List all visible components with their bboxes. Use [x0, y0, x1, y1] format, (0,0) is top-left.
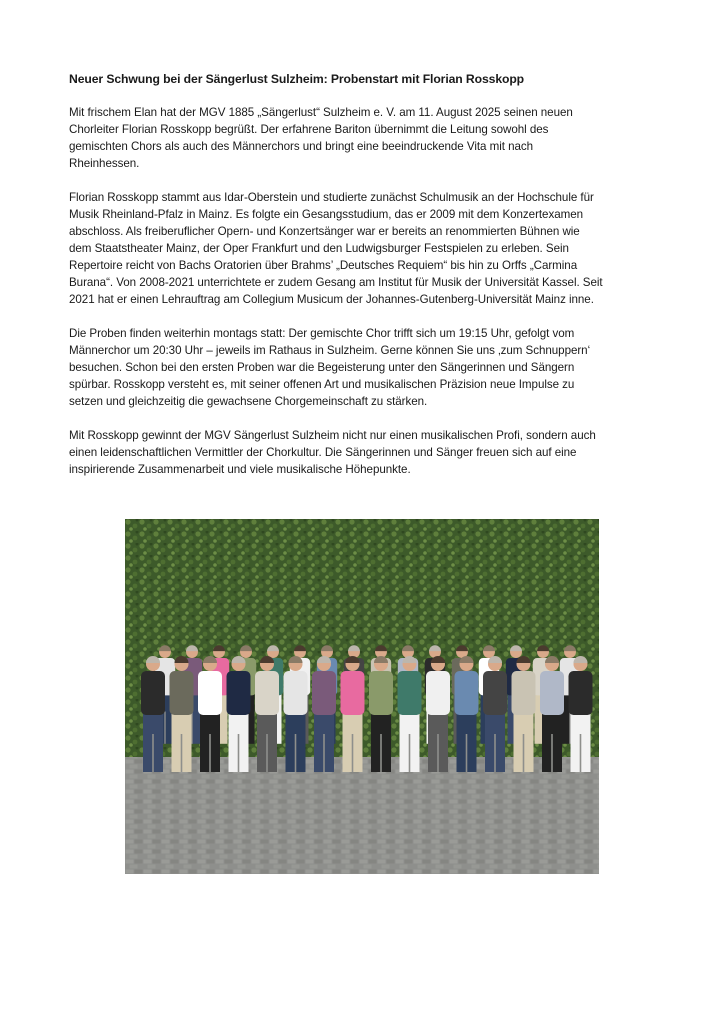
article-title: Neuer Schwung bei der Sängerlust Sulzheim: Probenstart mit Florian Rosskopp	[69, 72, 525, 86]
text-line: dem Staatstheater Mainz, der Oper Frankfurt und den Ludwigsburger Festspielen zu erleben. Sein	[69, 242, 569, 255]
text-line: Rheinhessen.	[69, 157, 140, 170]
person	[369, 656, 393, 772]
text-line: setzen und gleichzeitig die gewachsene Chorgemeinschaft zu stärken.	[69, 395, 428, 408]
person	[483, 656, 507, 772]
choir-photo-illustration	[125, 519, 599, 874]
text-line: Mit Rosskopp gewinnt der MGV Sängerlust Sulzheim nicht nur einen musikalischen Profi, sondern auch	[69, 429, 596, 442]
paragraph-intro	[69, 104, 659, 172]
person	[255, 656, 279, 772]
text-line: Chorleiter Florian Rosskopp begrüßt. Der erfahrene Bariton übernimmt die Leitung sowohl des	[69, 123, 549, 136]
text-line: Florian Rosskopp stammt aus Idar-Oberstein und studierte zunächst Schulmusik an der Hochschule für	[69, 191, 594, 204]
person	[512, 656, 536, 772]
person	[398, 656, 422, 772]
text-line: Burana“. Von 2008-2021 unterrichtete er zudem Gesang am Institut für Musik der Universität Kassel. Seit	[69, 276, 603, 289]
paragraph-closing	[69, 427, 659, 478]
person	[170, 656, 194, 772]
text-line: Die Proben finden weiterhin montags statt: Der gemischte Chor trifft sich um 19:15 Uhr, gefolgt vom	[69, 327, 575, 340]
person	[141, 656, 165, 772]
person	[341, 656, 365, 772]
text-line: einen leidenschaftlichen Vermittler der Chorkultur. Die Sängerinnen und Sänger freuen sich auf eine	[69, 446, 577, 459]
person	[426, 656, 450, 772]
text-line: Männerchor um 20:30 Uhr – jeweils im Rathaus in Sulzheim. Gerne können Sie uns ‚zum Schnuppern‘	[69, 344, 591, 357]
text-line: abschloss. Als freiberuflicher Opern- und Konzertsänger war er bereits an renommierten Bühnen wie	[69, 225, 580, 238]
text-line: inspirierende Zusammenarbeit und viele musikalische Höhepunkte.	[69, 463, 411, 476]
group-photo	[125, 519, 599, 874]
text-line: Mit frischem Elan hat der MGV 1885 „Sängerlust“ Sulzheim e. V. am 11. August 2025 seinen neuen	[69, 106, 573, 119]
paragraph-rehearsals	[69, 325, 659, 410]
text-line: Musik Rheinland-Pfalz in Mainz. Es folgte ein Gesangsstudium, das er 2009 mit dem Konzertexamen	[69, 208, 584, 221]
person	[569, 656, 593, 772]
person	[227, 656, 251, 772]
person	[540, 656, 564, 772]
text-line: besuchen. Schon bei den ersten Proben war die Begeisterung unter den Sängerinnen und Sängern	[69, 361, 575, 374]
text-line: Repertoire reicht von Bachs Oratorien über Brahms’ „Deutsches Requiem“ bis hin zu Orffs „Carmina	[69, 259, 578, 272]
person	[312, 656, 336, 772]
pavement	[125, 757, 599, 874]
person	[284, 656, 308, 772]
text-line: spürbar. Rosskopp versteht es, mit seiner offenen Art und musikalischen Präzision neue Impulse zu	[69, 378, 575, 391]
paragraph-biography	[69, 189, 659, 308]
article	[69, 70, 659, 495]
person	[455, 656, 479, 772]
text-line: gemischten Chors als auch des Männerchors und bringt eine beeindruckende Vita mit nach	[69, 140, 534, 153]
text-line: 2021 hat er einen Lehrauftrag am Collegium Musicum der Johannes-Gutenberg-Universität Mainz inne.	[69, 293, 594, 306]
person	[198, 656, 222, 772]
